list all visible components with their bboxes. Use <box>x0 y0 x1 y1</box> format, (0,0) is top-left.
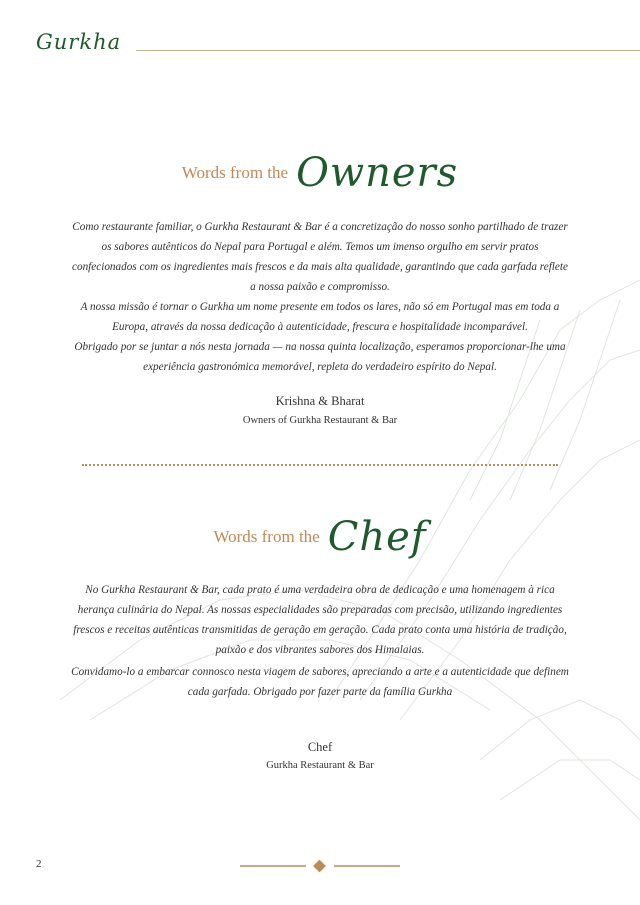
page-header <box>36 30 640 64</box>
owners-heading-script: Owners <box>296 150 459 196</box>
header-rule <box>136 50 640 51</box>
footer-ornament <box>240 860 400 872</box>
owners-paragraph-2: A nossa missão é tornar o Gurkha um nome presente em todos os lares, não só em Portugal mas em toda a Europa, através da nossa dedicação à autenticidade, frescura e hospitalidade incomparável. <box>80 301 560 333</box>
section-divider <box>82 464 558 466</box>
gurkha-logo: Gurkha <box>36 30 122 54</box>
owners-paragraph-3: Obrigado por se juntar a nós nesta jornada — na nossa quinta localização, esperamos proporcionar-lhe uma experiência gastronómica memorável, repleta do verdadeiro espírito do Nepal. <box>74 341 566 373</box>
page-number: 2 <box>36 858 42 870</box>
chef-heading-script: Chef <box>327 514 427 560</box>
chef-signature-role: Gurkha Restaurant & Bar <box>266 760 374 771</box>
chef-heading-lead: Words from the <box>213 527 320 546</box>
chef-paragraph-1: No Gurkha Restaurant & Bar, cada prato é uma verdadeira obra de dedicação e uma homenagem à rica herança culinária do Nepal. As nossas especialidades são preparadas com precisão, utilizando ingredientes frescos e receitas autênticas transmitidas de geração em geração. Cada prato conta uma história de tradição, paixão e dos vibrantes sabores dos Himalaias. <box>73 584 567 656</box>
chef-paragraph-2: Convidamo-lo a embarcar connosco nesta viagem de sabores, apreciando a arte e a autenticidade que definem cada garfada. Obrigado por fazer parte da família Gurkha <box>71 666 569 698</box>
owners-signature-role: Owners of Gurkha Restaurant & Bar <box>242 415 398 426</box>
owners-heading-lead: Words from the <box>181 163 289 182</box>
chef-message <box>70 580 570 660</box>
owners-message <box>70 217 570 377</box>
owners-paragraph-1: Como restaurante familiar, o Gurkha Restaurant & Bar é a concretização do nosso sonho partilhado de trazer os sabores autênticos do Nepal para Portugal e além. Temos um imenso orgulho em servir pratos confecionados com os ingredientes mais frescos e da mais alta qualidade, garantindo que cada garfada reflete a nossa paixão e compromisso. <box>72 221 568 293</box>
owners-signature-name: Krishna & Bharat <box>275 394 365 408</box>
chef-signature-name: Chef <box>307 740 333 754</box>
owners-heading <box>0 150 640 196</box>
chef-heading <box>0 514 640 560</box>
chef-message-2 <box>70 662 570 702</box>
